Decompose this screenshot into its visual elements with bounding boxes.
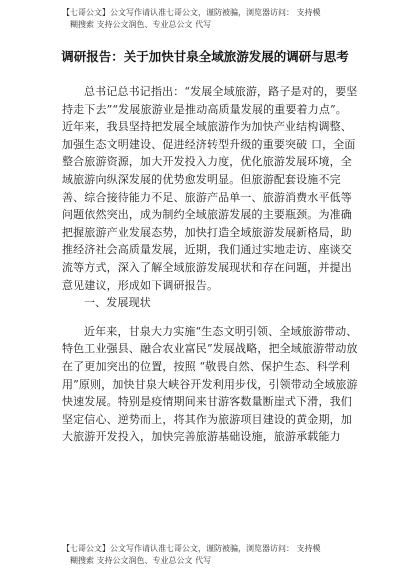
header-line-2: 糊搜索 支持公文润色、专业总公文 代写 bbox=[70, 20, 212, 29]
section-heading: 一、发展现状 bbox=[84, 296, 151, 310]
page-footer bbox=[62, 543, 362, 567]
paragraph-intro: 总书记总书记指出：“发展全域旅游，路子是对的，要坚持走下去”“发展旅游业是推动高质量发展的重要着力点”。 近年来，我县坚持把发展全域旅游作为加快产业结构调整、加强生态文明建设、促进经济转型升级的重要突破 口，全面整合旅游资源，加大开发投入力度，优化旅游发展环境，全域旅游向纵深发展的优势愈发明显。但旅游配套设施不完善、综合接待能力不足、旅游产品单一、旅游消费水平低等问题依然突出，成为制约全域旅游发展的主要瓶颈。为准确把握旅游产业发展态势，加快打造全域旅游发展新格局，助推经济社会高质量发展，近期，我们通过实地走访、座谈交流等方式，深入了解全域旅游发展现状和存在问题，并提出意见建议，形成如下调研报告。 bbox=[62, 85, 358, 292]
document-title: 调研报告：关于加快甘泉全域旅游发展的调研与思考 bbox=[61, 49, 349, 64]
document-body bbox=[62, 83, 358, 446]
paragraph-status: 近年来，甘泉大力实施“生态文明引领、全域旅游带动、特色工业强县、融合农业富民”发展战略，把全域旅游带动放在了更加突出的位置，按照 “敬畏自然、保护生态、科学利用”原则，加快甘泉大峡谷开发利用步伐，引领带动全域旅游快速发展。特别是疫情期间来甘游客数量断崖式下滑，我们坚定信心、逆势而上，将其作为旅游项目建设的黄金期，加大旅游开发投入，加快完善旅游基础设施，旅游承载能力 bbox=[62, 324, 358, 444]
footer-line-2: 糊搜索 支持公文润色、专业总公文 代写 bbox=[70, 556, 212, 565]
footer-line-1: 【七哥公文】公文写作请认准七哥公文，谨防被骗，浏览器访问： 支持模 bbox=[62, 544, 321, 553]
header-line-1: 【七哥公文】公文写作请认准七哥公文，谨防被骗，浏览器访问： 支持模 bbox=[62, 8, 321, 17]
page-header bbox=[62, 7, 362, 31]
